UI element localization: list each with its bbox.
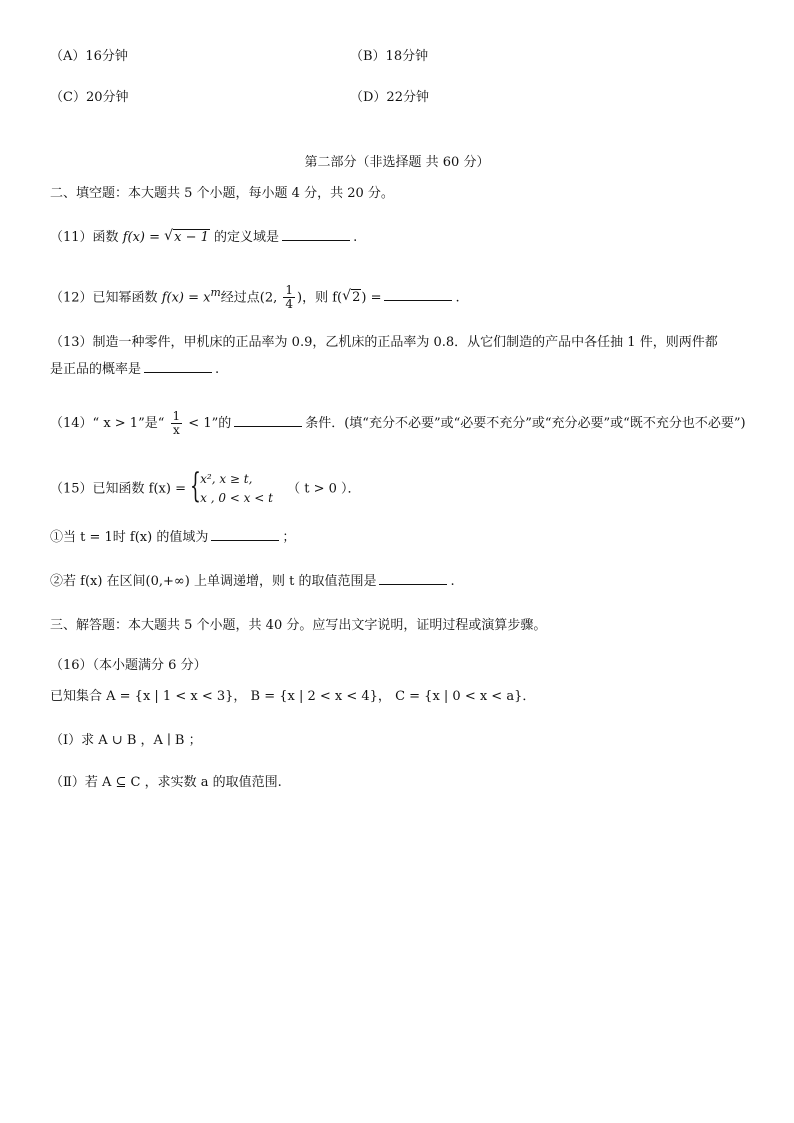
- q12-mid3: ) =: [361, 290, 382, 306]
- q15-case1: x², x ≥ t,: [200, 472, 253, 486]
- q12-radicand: 2: [352, 290, 361, 306]
- section2-heading: 二、填空题：本大题共 5 个小题，每小题 4 分，共 20 分。: [50, 186, 394, 201]
- q13-line2-text: 是正品的概率是: [50, 362, 142, 377]
- question-11: [50, 228, 357, 248]
- q15-sub1-end: ；: [282, 530, 296, 545]
- q12-function: f(x) = x: [161, 290, 211, 306]
- q14-frac-num: 1: [172, 409, 181, 423]
- question-16-title: （16）（本小题满分 6 分）: [50, 658, 207, 673]
- question-15-sub2: [50, 572, 455, 592]
- option-d: （D）22分钟: [350, 90, 429, 105]
- q15-sub2-text: ②若 f(x) 在区间(0,+∞) 上单调递增，则 t 的取值范围是: [50, 574, 377, 589]
- q12-end: .: [455, 290, 460, 306]
- q15-prefix: （15）已知函数 f(x) =: [50, 481, 186, 497]
- q11-radicand: x − 1: [174, 230, 209, 245]
- option-c: （C）20分钟: [50, 90, 129, 105]
- q12-mid2: )，则 f(: [297, 290, 343, 306]
- q14-suffix: 条件．(填“充分不必要”或“必要不充分”或“充分必要”或“既不充分也不必要”): [305, 416, 746, 431]
- question-16-part2: （Ⅱ）若 A ⊆ C ，求实数 a 的取值范围.: [50, 775, 282, 790]
- question-16-part1: （Ⅰ）求 A ∪ B ，A ∣ B ；: [50, 733, 202, 748]
- q15-suffix: （ t > 0 ）．: [287, 481, 361, 497]
- q12-mid: 经过点(2,: [220, 290, 282, 306]
- q12-prefix: （12）已知幂函数: [50, 290, 162, 306]
- q12-frac-num: 1: [285, 283, 293, 298]
- q14-frac-den: x: [172, 423, 180, 437]
- question-14: [50, 410, 746, 437]
- q13-end: .: [215, 362, 220, 377]
- q15-sub1-text: ①当 t = 1时 f(x) 的值域为: [50, 530, 209, 545]
- question-15-sub1: [50, 528, 295, 548]
- section3-heading: 三、解答题：本大题共 5 个小题，共 40 分。应写出文字说明，证明过程或演算步骤。: [50, 618, 547, 633]
- q12-sqrt: [342, 288, 361, 308]
- q11-sqrt: [164, 228, 210, 248]
- part2-title: 第二部分（非选择题 共 60 分）: [304, 155, 490, 170]
- q12-answer-blank: [384, 288, 452, 301]
- question-13-line1: （13）制造一种零件，甲机床的正品率为 0.9，乙机床的正品率为 0.8．从它们制造的产品中各任抽 1 件，则两件都: [50, 335, 718, 350]
- option-a: （A）16分钟: [50, 49, 128, 64]
- q15-case2: x , 0 < x < t: [200, 491, 273, 505]
- q15-piecewise: [190, 466, 273, 508]
- q14-answer-blank: [234, 414, 302, 427]
- question-13-line2: [50, 360, 219, 380]
- q11-answer-blank: [282, 228, 350, 241]
- q14-fraction: [171, 410, 183, 437]
- q15-brace: {: [190, 466, 201, 506]
- q14-prefix: （14）“ x > 1”是“: [50, 416, 169, 431]
- option-b: （B）18分钟: [350, 49, 429, 64]
- question-15: [50, 466, 361, 508]
- q15-sub2-answer-blank: [379, 572, 447, 585]
- q11-prefix: （11）函数: [50, 230, 123, 245]
- question-16-given: 已知集合 A = {x | 1 < x < 3}， B = {x | 2 < x < 4}， C = {x | 0 < x < a}．: [50, 689, 536, 704]
- q15-sub1-answer-blank: [211, 528, 279, 541]
- q12-fraction: [283, 284, 295, 311]
- q11-suffix: 的定义域是: [214, 230, 280, 245]
- q13-answer-blank: [144, 360, 212, 373]
- question-12: [50, 283, 460, 311]
- q11-function: f(x) =: [122, 230, 160, 245]
- q12-frac-den: 4: [285, 297, 293, 312]
- q12-exponent: m: [210, 286, 221, 299]
- q11-end: .: [353, 230, 358, 245]
- q14-mid: < 1”的: [184, 416, 232, 431]
- q15-sub2-end: .: [450, 574, 455, 589]
